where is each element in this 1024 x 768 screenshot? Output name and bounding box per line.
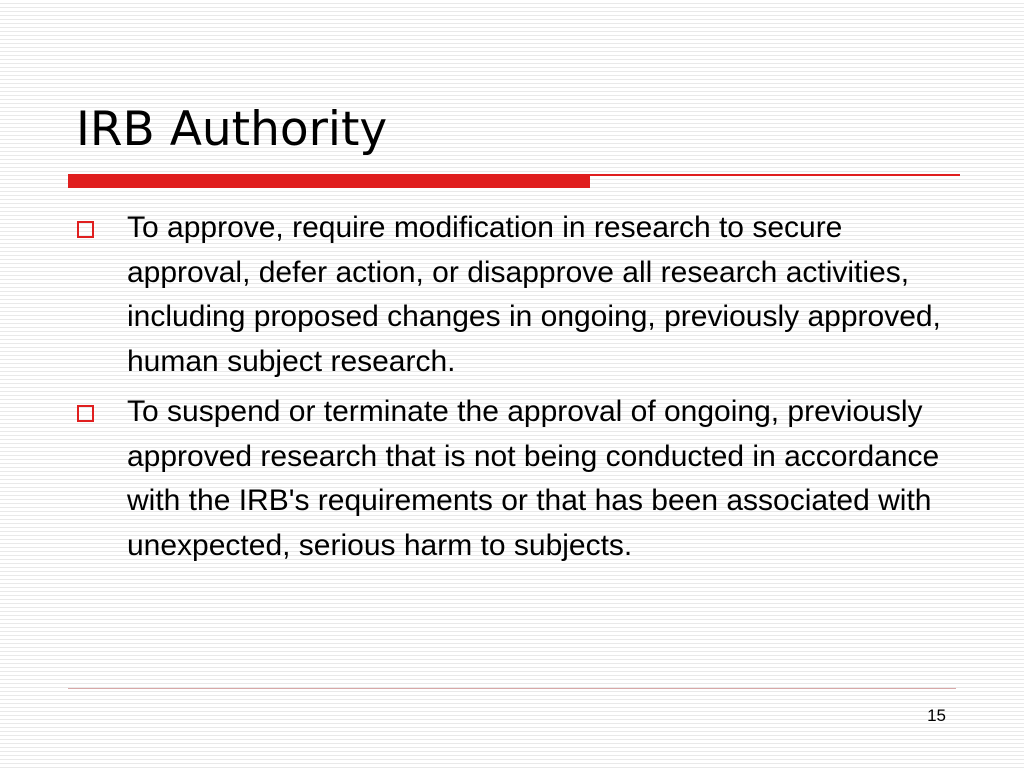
hollow-square-bullet-icon bbox=[77, 405, 94, 422]
bullet-item bbox=[76, 206, 956, 384]
slide-title: IRB Authority bbox=[76, 102, 388, 157]
title-underline bbox=[68, 174, 960, 188]
bullet-text: To approve, require modification in research to secure approval, defer action, or disapprove all research activities, including proposed changes in ongoing, previously approved, human subject research. bbox=[127, 211, 941, 378]
title-underline-thin-line bbox=[590, 174, 960, 176]
page-number: 15 bbox=[927, 706, 946, 725]
bullet-list bbox=[76, 206, 956, 574]
bullet-text: To suspend or terminate the approval of ongoing, previously approved research that is not being conducted in accordance with the IRB's requirements or that has been associated with unexpected, serious harm to subjects. bbox=[127, 395, 940, 562]
hollow-square-bullet-icon bbox=[77, 221, 94, 238]
bullet-item bbox=[76, 390, 956, 568]
title-underline-thick-bar bbox=[68, 174, 590, 188]
footer-divider bbox=[68, 688, 956, 689]
